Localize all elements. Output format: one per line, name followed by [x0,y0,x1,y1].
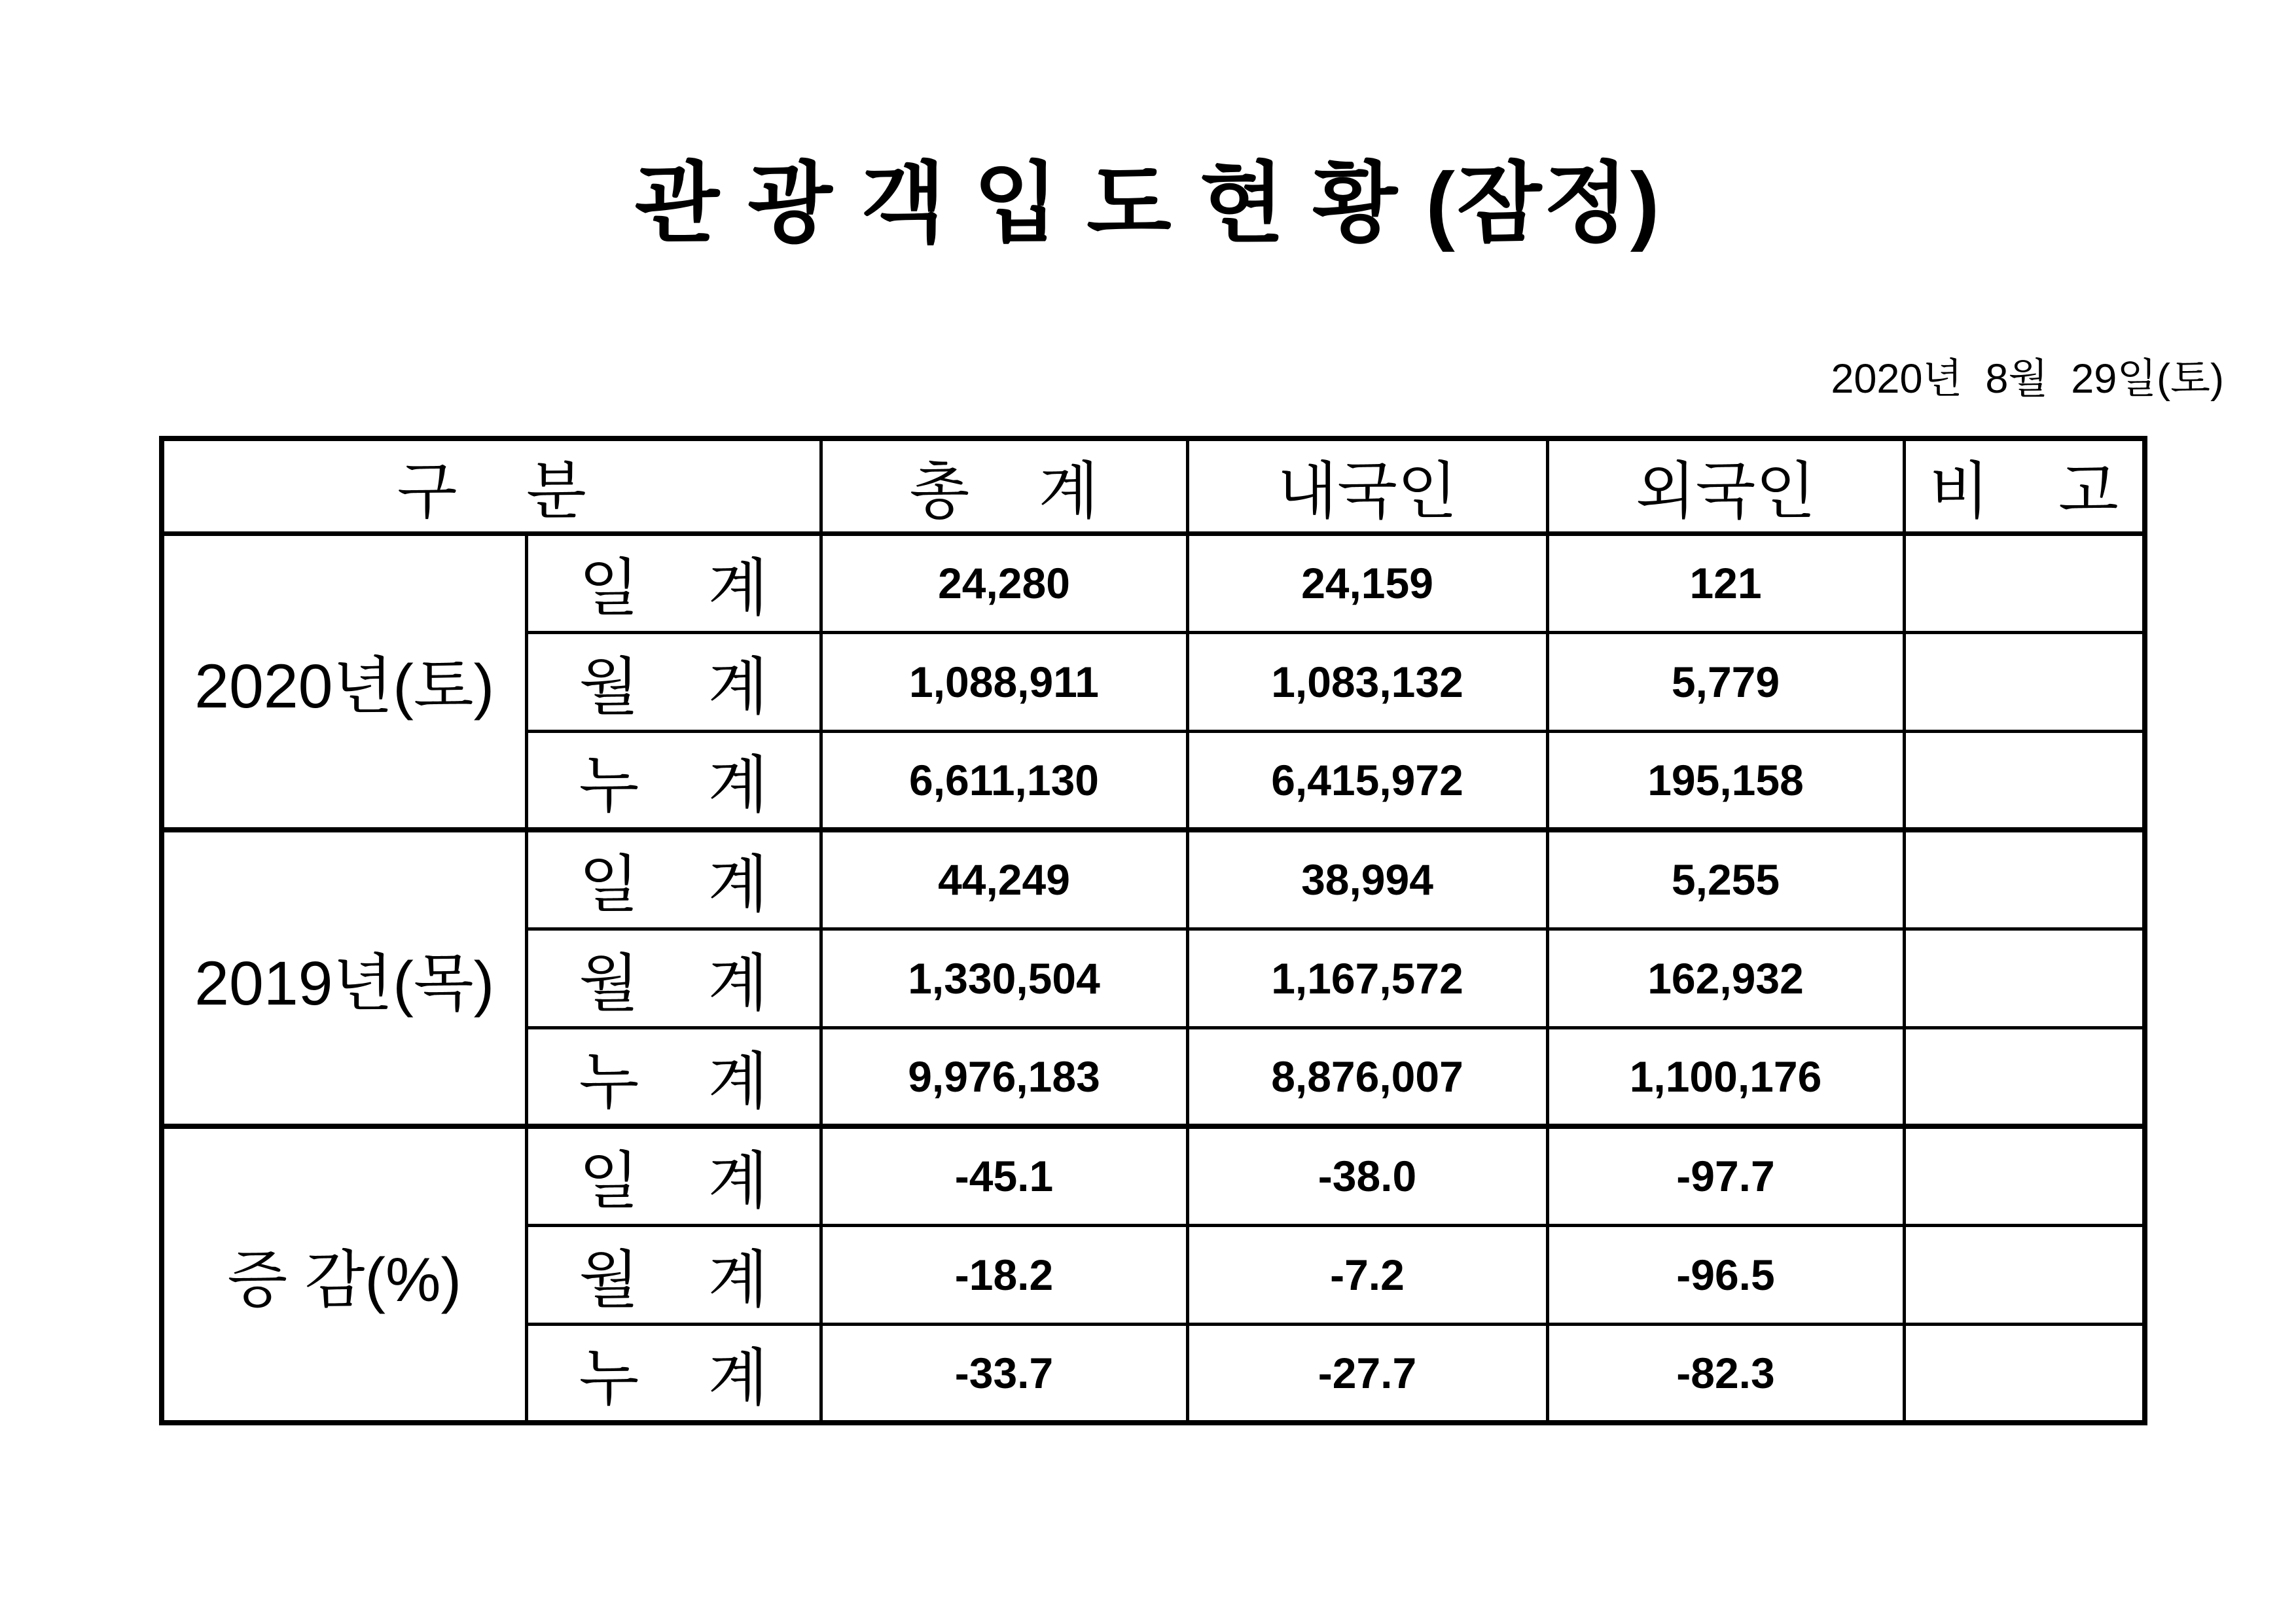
cell-domestic: 1,083,132 [1187,632,1547,731]
period-label: 일 계 [526,1126,821,1225]
cell-domestic: -27.7 [1187,1324,1547,1423]
cell-total: 1,088,911 [821,632,1187,731]
cell-remark [1904,830,2145,929]
cell-domestic: -7.2 [1187,1225,1547,1324]
cell-remark [1904,533,2145,632]
cell-total: 9,976,183 [821,1027,1187,1126]
cell-remark [1904,632,2145,731]
cell-remark [1904,731,2145,830]
cell-total: -33.7 [821,1324,1187,1423]
cell-total: -18.2 [821,1225,1187,1324]
cell-foreign: 1,100,176 [1547,1027,1904,1126]
cell-remark [1904,1324,2145,1423]
period-label: 월 계 [526,1225,821,1324]
cell-remark [1904,1225,2145,1324]
change-group-label: 증 감(%) [162,1126,526,1423]
cell-foreign: 121 [1547,533,1904,632]
table-row [162,1126,2145,1225]
cell-total: 6,611,130 [821,731,1187,830]
period-label: 월 계 [526,929,821,1027]
cell-foreign: 5,779 [1547,632,1904,731]
cell-foreign: -82.3 [1547,1324,1904,1423]
col-header-foreign: 외국인 [1547,438,1904,533]
cell-remark [1904,929,2145,1027]
year-group-label-2019: 2019년(목) [162,830,526,1126]
col-header-remark: 비 고 [1904,438,2145,533]
period-label: 일 계 [526,830,821,929]
period-label: 누 계 [526,1027,821,1126]
table-row [162,533,2145,632]
cell-total: 44,249 [821,830,1187,929]
cell-foreign: 162,932 [1547,929,1904,1027]
period-label: 누 계 [526,1324,821,1423]
cell-remark [1904,1126,2145,1225]
document-title: 관 광 객 입 도 현 황 (잠정) [634,155,1662,253]
tourist-arrivals-table [159,436,2147,1425]
col-header-total: 총 계 [821,438,1187,533]
report-date: 2020년 8월 29일(토) [1831,356,2224,402]
table-row [162,830,2145,929]
period-label: 월 계 [526,632,821,731]
cell-total: -45.1 [821,1126,1187,1225]
period-label: 누 계 [526,731,821,830]
col-header-category: 구 분 [162,438,821,533]
cell-foreign: 195,158 [1547,731,1904,830]
cell-foreign: -96.5 [1547,1225,1904,1324]
period-label: 일 계 [526,533,821,632]
cell-domestic: 38,994 [1187,830,1547,929]
header-row [162,438,2145,533]
cell-domestic: 24,159 [1187,533,1547,632]
col-header-domestic: 내국인 [1187,438,1547,533]
cell-domestic: 6,415,972 [1187,731,1547,830]
year-group-label-2020: 2020년(토) [162,533,526,830]
cell-foreign: -97.7 [1547,1126,1904,1225]
cell-total: 1,330,504 [821,929,1187,1027]
cell-remark [1904,1027,2145,1126]
cell-total: 24,280 [821,533,1187,632]
cell-domestic: 1,167,572 [1187,929,1547,1027]
cell-foreign: 5,255 [1547,830,1904,929]
cell-domestic: -38.0 [1187,1126,1547,1225]
cell-domestic: 8,876,007 [1187,1027,1547,1126]
